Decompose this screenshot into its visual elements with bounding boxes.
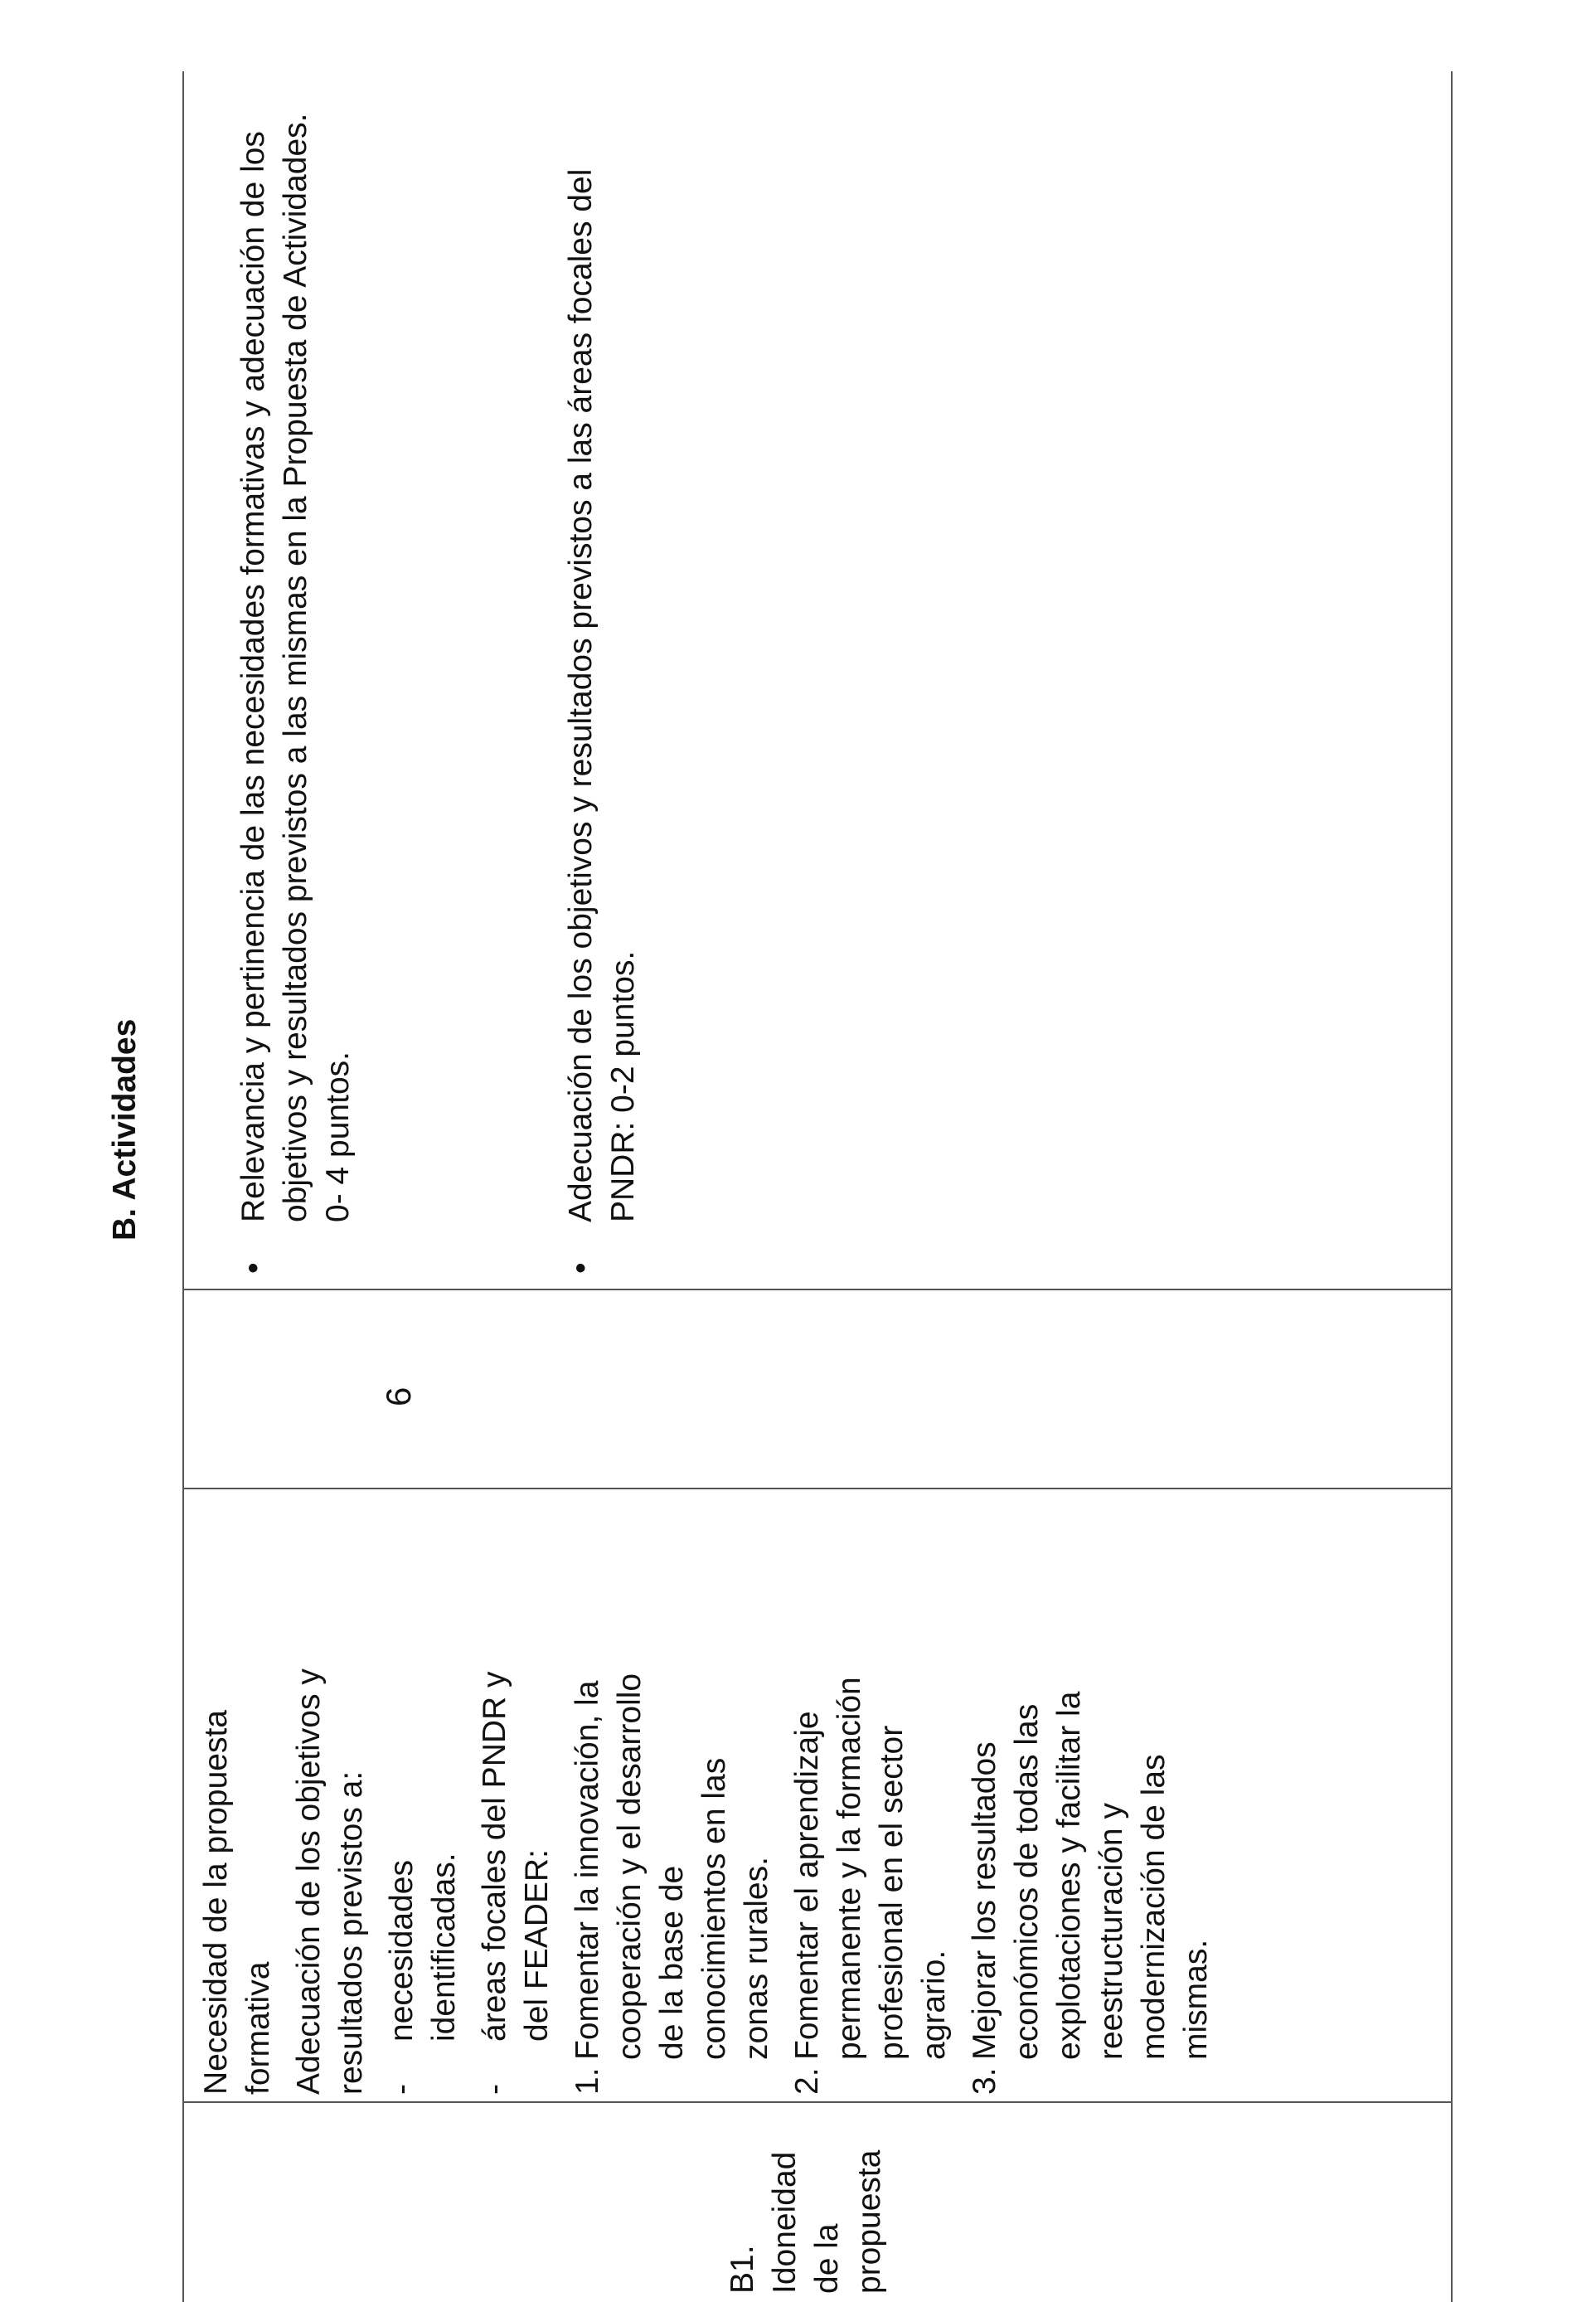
numbered-item-text: Fomentar la innovación, la cooperación y el desarrollo de la base de conocimientos en las zonas rurales.: [570, 1673, 774, 2060]
criteria-column: [195, 1663, 1225, 2095]
dash-marker: -: [384, 2084, 420, 2095]
numbered-item: [566, 1663, 778, 2095]
table-bottom-border: [1451, 71, 1453, 2302]
column-divider-2: [182, 1488, 1451, 1489]
number-marker: 1.: [570, 2067, 605, 2095]
max-score: 6: [379, 1387, 418, 1406]
dash-marker: -: [477, 2084, 512, 2095]
row-label: B1. Idoneidad de la propuesta: [725, 2149, 887, 2294]
number-marker: 2.: [789, 2067, 825, 2095]
sub-item: [381, 1663, 465, 2095]
numbered-item-text: Fomentar el aprendizaje permanente y la formación profesional en el sector agrario.: [789, 1677, 952, 2060]
table-top-border: [182, 71, 184, 2302]
numbered-item-text: Mejorar los resultados económicos de todas las explotaciones y facilitar la reestructuración y modernización de las mismas.: [967, 1691, 1214, 2060]
column-divider-1: [182, 2101, 1451, 2103]
numbered-item: [786, 1663, 955, 2095]
scoring-bullet: [560, 78, 644, 1274]
sub-item-text: áreas focales del PNDR y del FEADER:: [477, 1671, 555, 2042]
scoring-bullet: [232, 78, 359, 1274]
sub-item: [473, 1663, 558, 2095]
criteria-intro: Adecuación de los objetivos y resultados previstos a:: [291, 1668, 369, 2095]
bullet-marker: •: [563, 1262, 599, 1274]
bullet-marker: •: [235, 1262, 271, 1274]
column-divider-3: [182, 1289, 1451, 1290]
numbered-item: [963, 1663, 1217, 2095]
sub-item-text: necesidades identificadas.: [384, 1853, 462, 2042]
number-marker: 3.: [967, 2067, 1002, 2095]
section-title: B. Actividades: [107, 1018, 143, 1241]
criteria-heading: Necesidad de la propuesta formativa: [198, 1710, 276, 2095]
bullet-text: Relevancia y pertinencia de las necesidades formativas y adecuación de los objetivos y resultados previstos a las mismas en la Propuesta de Actividades. 0- 4 puntos.: [235, 113, 356, 1222]
bullet-text: Adecuación de los objetivos y resultados previstos a las áreas focales del PNDR: 0-2 puntos.: [563, 168, 641, 1222]
